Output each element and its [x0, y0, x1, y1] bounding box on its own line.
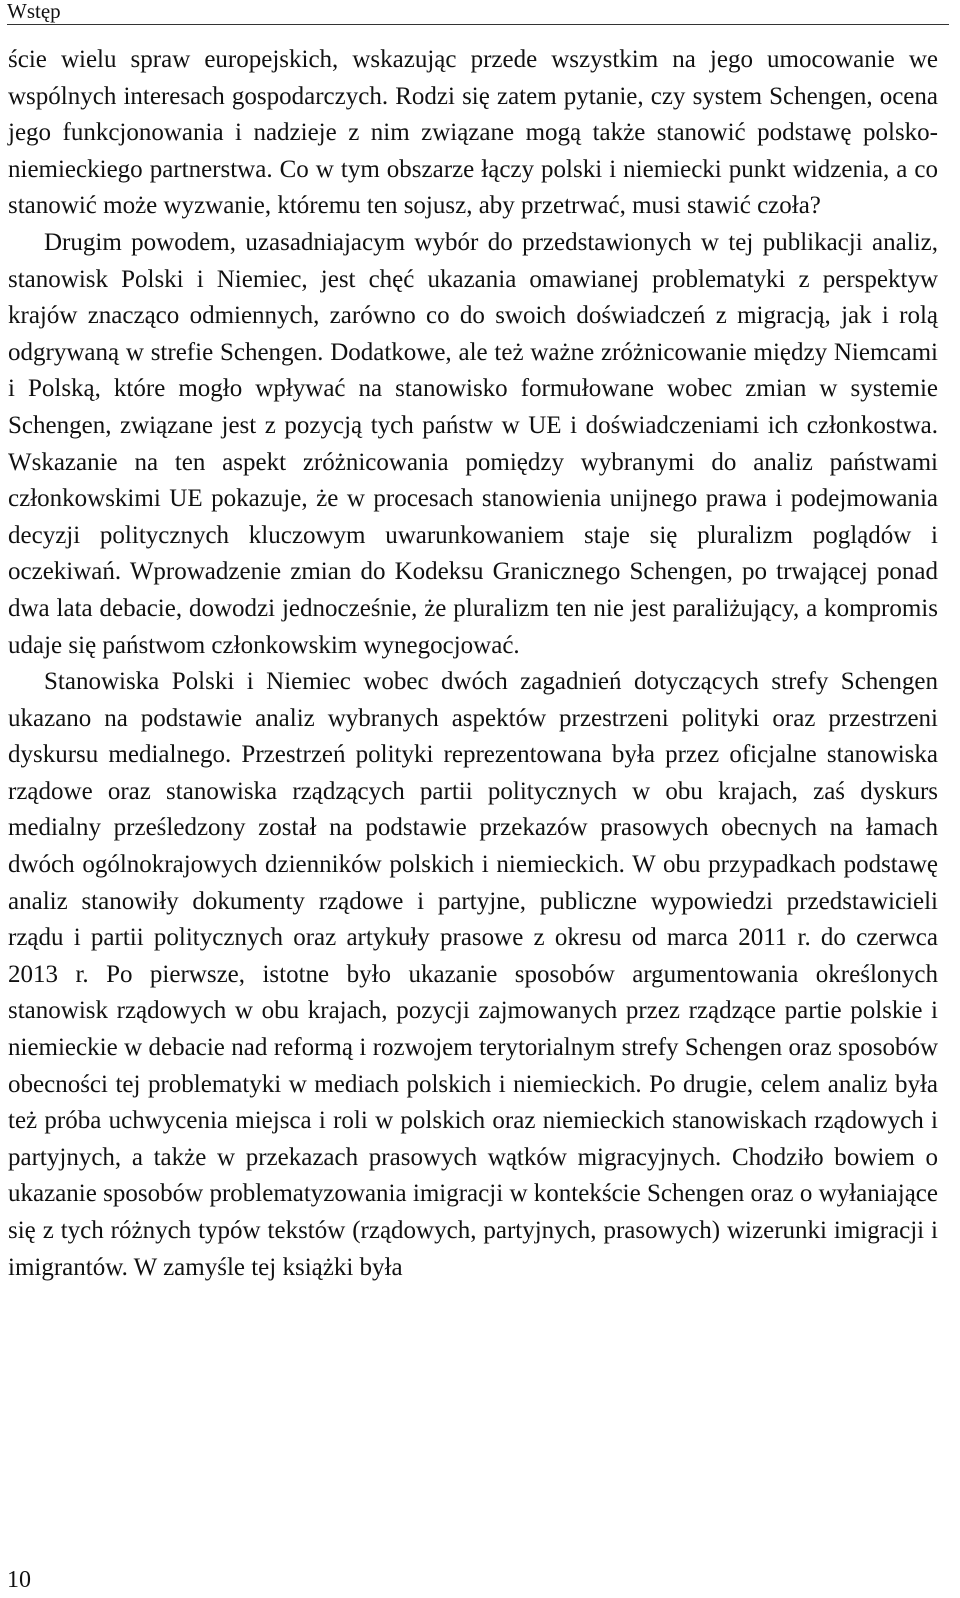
page-body [8, 42, 938, 1286]
paragraph-3: Stanowiska Polski i Niemiec wobec dwóch zagadnień dotyczących strefy Schengen ukazano na podstawie analiz wybranych aspektów przestrzeni polityki oraz przestrzeni dyskursu medialnego. Przestrzeń polityki reprezentowana była przez oficjalne stanowiska rządowe oraz stanowiska rządzących partii politycznych w obu krajach, zaś dyskurs medialny prześledzony został na podstawie przekazów prasowych obecnych na łamach dwóch ogólnokrajowych dzienników polskich i niemieckich. W obu przypadkach podstawę analiz stanowiły dokumenty rządowe i partyjne, publiczne wypowiedzi przedstawicieli rządu i partii politycznych oraz artykuły prasowe z okresu od marca 2011 r. do czerwca 2013 r. Po pierwsze, istotne było ukazanie sposobów argumentowania określonych stanowisk rządowych w obu krajach, pozycji zajmowanych przez rządzące partie polskie i niemieckie w debacie nad reformą i rozwojem terytorialnym strefy Schengen oraz sposobów obecności tej problematyki w mediach polskich i niemieckich. Po drugie, celem analiz była też próba uchwycenia miejsca i roli w polskich oraz niemieckich stanowiskach rządowych i partyjnych, a także w przekazach prasowych wątków migracyjnych. Chodziło bowiem o ukazanie sposobów problematyzowania imigracji w kontekście Schengen oraz o wyłaniające się z tych różnych typów tekstów (rządowych, partyjnych, prasowych) wizerunki imigracji i imigrantów. W zamyśle tej książki była [8, 668, 938, 1281]
running-header-title: Wstęp [7, 0, 61, 23]
paragraph-1: ście wielu spraw europejskich, wskazując przede wszystkim na jego umocowanie we wspólnych interesach gospodarczych. Rodzi się zatem pytanie, czy system Schengen, ocena jego funkcjonowania i nadzieje z nim związane mogą także stanowić podstawę polsko-niemieckiego partnerstwa. Co w tym obszarze łączy polski i niemiecki punkt widzenia, a co stanowić może wyzwanie, któremu ten sojusz, aby przetrwać, musi stawić czoła? [8, 46, 938, 220]
page-number: 10 [7, 1567, 31, 1593]
running-header [7, 0, 949, 25]
paragraph-2: Drugim powodem, uzasadniajacym wybór do przedstawionych w tej publikacji analiz, stanowisk Polski i Niemiec, jest chęć ukazania omawianej problematyki z perspektyw krajów znacząco odmiennych, zarówno co do swoich doświadczeń z migracją, jak i rolą odgrywaną w strefie Schengen. Dodatkowe, ale też ważne zróżnicowanie między Niemcami i Polską, które mogło wpływać na stanowisko formułowane wobec zmian w systemie Schengen, związane jest z pozycją tych państw w UE i doświadczeniami ich członkostwa. Wskazanie na ten aspekt zróżnicowania pomiędzy wybranymi do analiz państwami członkowskimi UE pokazuje, że w procesach stanowienia unijnego prawa i podejmowania decyzji politycznych kluczowym uwarunkowaniem staje się pluralizm poglądów i oczekiwań. Wprowadzenie zmian do Kodeksu Granicznego Schengen, po trwającej ponad dwa lata debacie, dowodzi jednocześnie, że pluralizm ten nie jest paraliżujący, a kompromis udaje się państwom członkowskim wynegocjować. [8, 228, 938, 659]
